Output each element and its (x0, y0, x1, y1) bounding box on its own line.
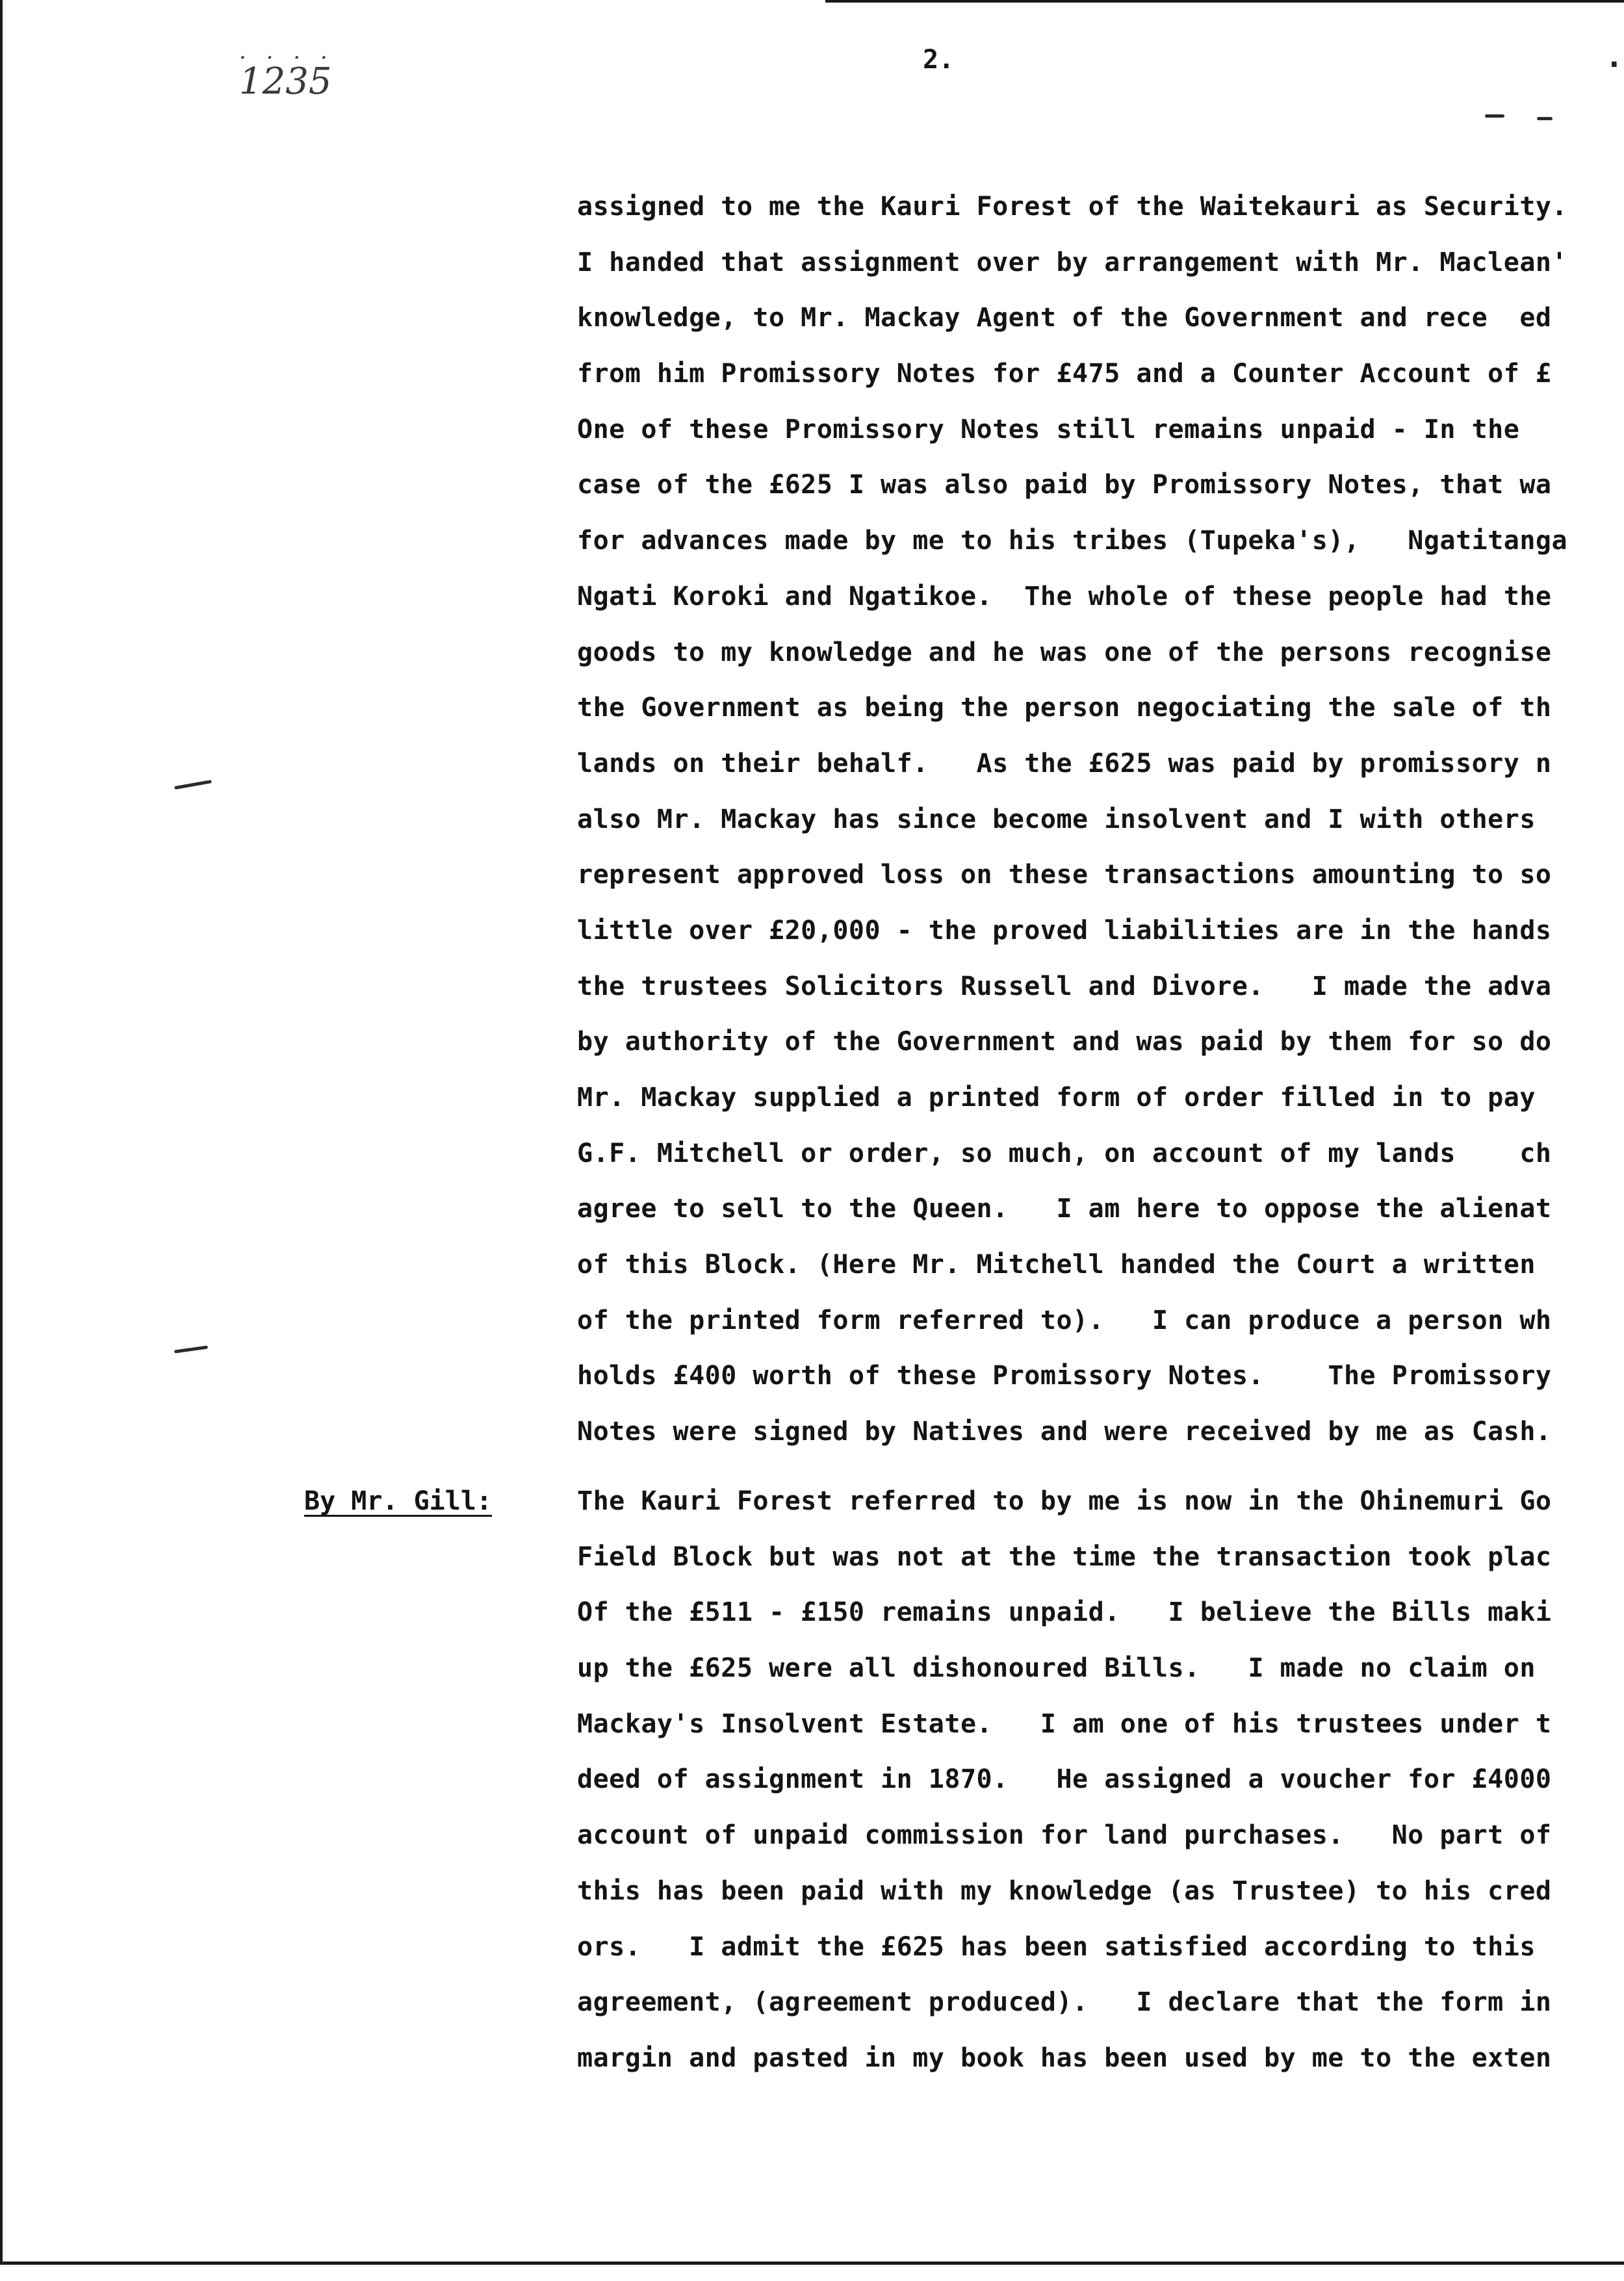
handwritten-dots: . . . . (239, 38, 334, 64)
typed-line: Field Block but was not at the time the transaction took plac (577, 1541, 1552, 1572)
margin-label-by-mr-gill: By Mr. Gill: (304, 1486, 492, 1516)
typed-line: One of these Promissory Notes still remains unpaid - In the (577, 414, 1520, 445)
typed-line: represent approved loss on these transactions amounting to so (577, 860, 1552, 890)
typed-line: Ngati Koroki and Ngatikoe. The whole of these people had the (577, 581, 1552, 612)
typed-line: goods to my knowledge and he was one of the persons recognise (577, 637, 1552, 667)
testimony-paragraph-1 (577, 179, 1624, 1460)
stray-mark-top-right-1 (1485, 114, 1504, 118)
typed-line: The Kauri Forest referred to by me is now in the Ohinemuri Go (577, 1486, 1552, 1516)
typed-line: G.F. Mitchell or order, so much, on account of my lands ch (577, 1138, 1552, 1168)
typed-line: the Government as being the person negociating the sale of th (577, 693, 1552, 723)
typed-line: this has been paid with my knowledge (as Trustee) to his cred (577, 1875, 1552, 1906)
stray-mark-top-right-2 (1537, 117, 1553, 120)
typed-line: from him Promissory Notes for £475 and a Counter Account of £ (577, 359, 1552, 389)
typed-line: Notes were signed by Natives and were received by me as Cash. (577, 1417, 1552, 1447)
typed-line: ors. I admit the £625 has been satisfied according to this (577, 1931, 1536, 1962)
stray-mark-left-1 (174, 780, 212, 790)
page-top-edge (825, 0, 1624, 3)
typed-line: Mr. Mackay supplied a printed form of order filled in to pay (577, 1083, 1536, 1113)
typed-line: agree to sell to the Queen. I am here to oppose the alienat (577, 1194, 1552, 1224)
typed-line: deed of assignment in 1870. He assigned a voucher for £4000 (577, 1764, 1552, 1795)
typed-line: agreement, (agreement produced). I declare that the form in (577, 1987, 1552, 2018)
handwritten-annotation (239, 38, 334, 103)
typed-line: of the printed form referred to). I can produce a person wh (577, 1305, 1552, 1335)
typed-line: knowledge, to Mr. Mackay Agent of the Government and rece ed (577, 303, 1552, 333)
typed-line: little over £20,000 - the proved liabilities are in the hands (577, 915, 1552, 946)
handwritten-number: 1235 (239, 60, 332, 103)
typed-line: lands on their behalf. As the £625 was paid by promissory n (577, 748, 1552, 779)
typed-line: holds £400 worth of these Promissory Notes. The Promissory (577, 1361, 1552, 1391)
typed-line: account of unpaid commission for land purchases. No part of (577, 1820, 1552, 1851)
typed-line: assigned to me the Kauri Forest of the Waitekauri as Security. (577, 192, 1568, 222)
typed-line: of this Block. (Here Mr. Mitchell handed the Court a written (577, 1250, 1536, 1280)
typed-line: for advances made by me to his tribes (Tupeka's), Ngatitanga (577, 526, 1568, 556)
corner-mark-top-right: . (1605, 39, 1623, 74)
page-left-edge (0, 0, 3, 2262)
typed-line: margin and pasted in my book has been used by me to the exten (577, 2043, 1552, 2073)
typed-line: I handed that assignment over by arrangement with Mr. Maclean' (577, 247, 1568, 277)
typed-line: up the £625 were all dishonoured Bills. I made no claim on (577, 1653, 1536, 1684)
page-number: 2. (923, 45, 955, 75)
typed-line: case of the £625 I was also paid by Promissory Notes, that wa (577, 470, 1552, 500)
page-bottom-edge (0, 2262, 1624, 2265)
testimony-paragraph-2 (577, 1474, 1624, 2087)
stray-mark-left-2 (174, 1345, 208, 1353)
typed-line: Mackay's Insolvent Estate. I am one of his trustees under t (577, 1708, 1552, 1739)
typed-line: also Mr. Mackay has since become insolvent and I with others (577, 804, 1536, 834)
typed-line: by authority of the Government and was paid by them for so do (577, 1027, 1552, 1057)
typed-line: the trustees Solicitors Russell and Divore. I made the adva (577, 971, 1552, 1001)
typed-line: Of the £511 - £150 remains unpaid. I believe the Bills maki (577, 1597, 1552, 1628)
